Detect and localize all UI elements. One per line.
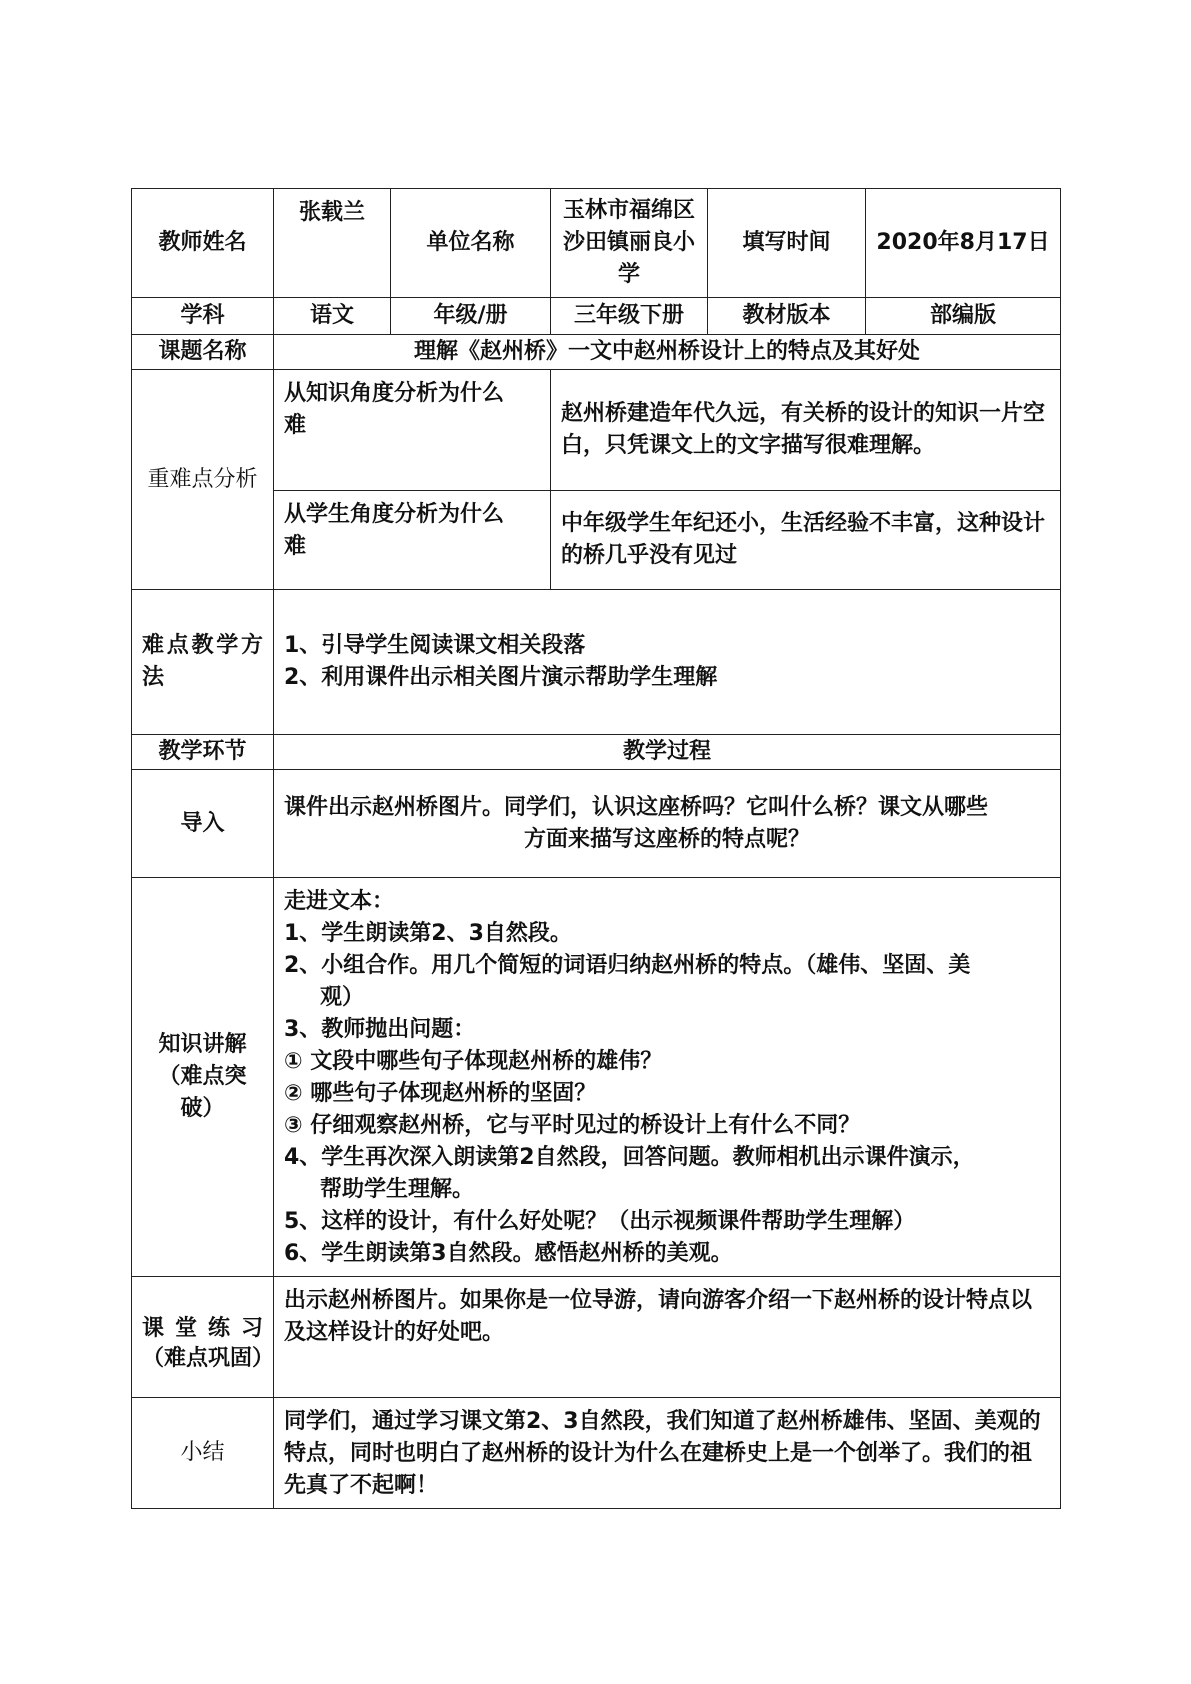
row-summary xyxy=(132,1398,1061,1509)
topic-label: 课题名称 xyxy=(132,335,274,370)
knowledge-label-line: 破） xyxy=(180,1096,225,1121)
practice-text: 出示赵州桥图片。如果你是一位导游，请向游客介绍一下赵州桥的设计特点以及这样设计的好处吧。 xyxy=(274,1277,1061,1398)
knowledge-line: ① 文段中哪些句子体现赵州桥的雄伟？ xyxy=(284,1049,663,1074)
edition-value: 部编版 xyxy=(866,298,1061,335)
method-label: 难点教学方法 xyxy=(132,590,274,735)
summary-label: 小结 xyxy=(132,1398,274,1509)
teacher-value: 张载兰 xyxy=(274,189,391,298)
row-method xyxy=(132,590,1061,735)
date-label: 填写时间 xyxy=(708,189,866,298)
knowledge-label-line: 知识讲解 xyxy=(158,1032,247,1057)
knowledge-line: 6、学生朗读第3自然段。感悟赵州桥的美观。 xyxy=(284,1241,733,1266)
unit-value: 玉林市福绵区沙田镇丽良小学 xyxy=(551,189,708,298)
knowledge-line: ③ 仔细观察赵州桥，它与平时见过的桥设计上有什么不同？ xyxy=(284,1113,861,1138)
intro-label: 导入 xyxy=(132,770,274,878)
knowledge-line: 3、教师抛出问题： xyxy=(284,1017,476,1042)
intro-line: 课件出示赵州桥图片。同学们，认识这座桥吗？它叫什么桥？课文从哪些 xyxy=(284,794,989,820)
knowledge-line: 1、学生朗读第2、3自然段。 xyxy=(284,921,572,946)
process-header: 教学过程 xyxy=(274,735,1061,770)
knowledge-line: 4、学生再次深入朗读第2自然段，回答问题。教师相机出示课件演示， xyxy=(284,1145,975,1170)
summary-text: 同学们，通过学习课文第2、3自然段，我们知道了赵州桥雄伟、坚固、美观的特点，同时也明白了赵州桥的设计为什么在建桥史上是一个创举了。我们的祖先真了不起啊！ xyxy=(274,1398,1061,1509)
row-process-header xyxy=(132,735,1061,770)
grade-label: 年级/册 xyxy=(391,298,551,335)
grade-value: 三年级下册 xyxy=(551,298,708,335)
knowledge-line: ② 哪些句子体现赵州桥的坚固？ xyxy=(284,1081,597,1106)
knowledge-label-line: （难点突 xyxy=(158,1064,247,1089)
unit-label: 单位名称 xyxy=(391,189,551,298)
knowledge-section-label xyxy=(132,878,274,1277)
row-subject xyxy=(132,298,1061,335)
edition-label: 教材版本 xyxy=(708,298,866,335)
subject-value: 语文 xyxy=(274,298,391,335)
knowledge-line: 5、这样的设计，有什么好处呢？（出示视频课件帮助学生理解） xyxy=(284,1209,916,1234)
student-angle-text: 中年级学生年纪还小，生活经验不丰富，这种设计的桥几乎没有见过 xyxy=(551,491,1061,590)
teacher-label: 教师姓名 xyxy=(132,189,274,298)
row-topic xyxy=(132,335,1061,370)
method-items xyxy=(274,590,1061,735)
row-analysis-knowledge xyxy=(132,370,1061,491)
knowledge-line: 观） xyxy=(320,985,365,1010)
method-item: 1、引导学生阅读课文相关段落 xyxy=(284,633,586,658)
lesson-plan-table xyxy=(131,188,1061,1509)
row-practice xyxy=(132,1277,1061,1398)
practice-label: 课堂练习（难点巩固） xyxy=(132,1277,274,1398)
intro-text xyxy=(274,770,1061,878)
stage-header: 教学环节 xyxy=(132,735,274,770)
row-intro xyxy=(132,770,1061,878)
date-value: 2020年8月17日 xyxy=(866,189,1061,298)
intro-line: 方面来描写这座桥的特点呢？ xyxy=(523,826,810,852)
knowledge-content xyxy=(274,878,1061,1277)
student-angle-label: 从学生角度分析为什么难 xyxy=(274,491,551,590)
row-knowledge xyxy=(132,878,1061,1277)
knowledge-line: 2、小组合作。用几个简短的词语归纳赵州桥的特点。（雄伟、坚固、美 xyxy=(284,953,971,978)
knowledge-angle-text: 赵州桥建造年代久远，有关桥的设计的知识一片空白，只凭课文上的文字描写很难理解。 xyxy=(551,370,1061,491)
method-item: 2、利用课件出示相关图片演示帮助学生理解 xyxy=(284,665,718,690)
row-teacher xyxy=(132,189,1061,298)
topic-value: 理解《赵州桥》一文中赵州桥设计上的特点及其好处 xyxy=(274,335,1061,370)
knowledge-angle-label: 从知识角度分析为什么难 xyxy=(274,370,551,491)
knowledge-line: 走进文本： xyxy=(284,889,395,914)
analysis-label: 重难点分析 xyxy=(132,370,274,590)
subject-label: 学科 xyxy=(132,298,274,335)
knowledge-line: 帮助学生理解。 xyxy=(320,1177,475,1202)
